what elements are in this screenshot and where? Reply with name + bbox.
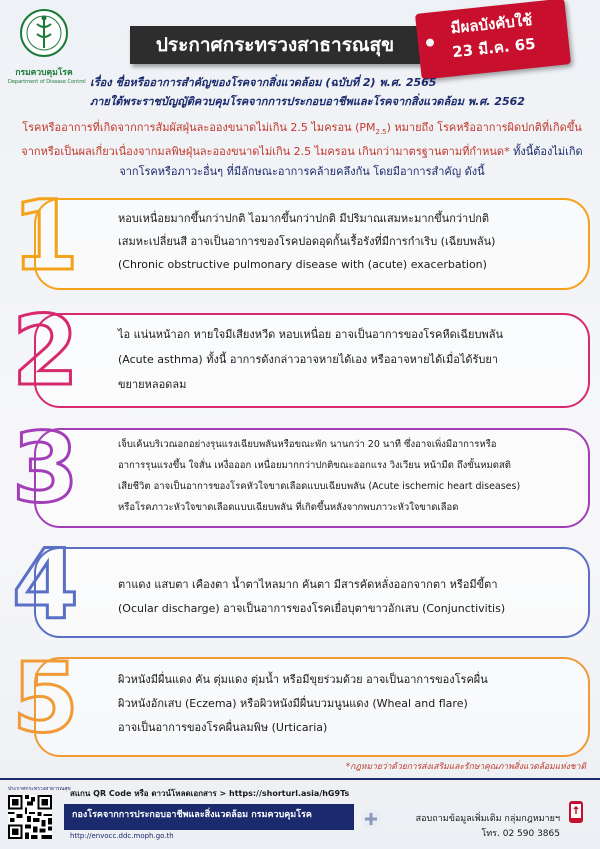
contact-info	[390, 812, 560, 842]
card-text-2	[118, 322, 578, 397]
effective-date: 23 มี.ค. 65	[451, 34, 537, 62]
card-line: ตาแดง แสบตา เคืองตา น้ำตาไหลมาก คันตา มีสารคัดหลั่งออกจากตา หรือมีขี้ตา	[118, 578, 498, 591]
card-line: อาจเป็นอาการของโรคผื่นลมพิษ (Urticaria)	[118, 721, 328, 734]
intro-text-2: ) หมายถึง โรคหรืออาการผิดปกติที่เกิดขึ้นจากหรือเป็นผลเกี่ยวเนื่องจากมลพิษฝุ่นละอองขนาดไม่เกิน 2.5 ไมครอน เกินกว่ามาตรฐานตามที่กำหนด*	[21, 121, 582, 159]
card-line: (Chronic obstructive pulmonary disease with (acute) exacerbation)	[118, 258, 487, 271]
contact-phone: โทร. 02 590 3865	[481, 829, 560, 839]
card-line: ไอ แน่นหน้าอก หายใจมีเสียงหวีด หอบเหนื่อย อาจเป็นอาการของโรคหืดเฉียบพลัน	[118, 328, 503, 341]
website-link[interactable]: http://envocc.ddc.moph.go.th	[70, 832, 174, 840]
contact-label: สอบถามข้อมูลเพิ่มเติม กลุ่มกฎหมายฯ	[415, 814, 560, 824]
card-number-4: 4	[12, 529, 79, 641]
card-number-3: 3	[12, 412, 79, 524]
intro-paragraph	[14, 118, 590, 182]
footer-divider	[0, 778, 600, 780]
page-title: ประกาศกระทรวงสาธารณสุข	[130, 26, 420, 64]
intro-subscript: 2.5	[375, 128, 387, 137]
card-line: ขยายหลอดลม	[118, 378, 187, 391]
qr-caption: ประกาศกระทรวงสาธารณสุข	[8, 786, 71, 792]
card-line: หรือโรคภาวะหัวใจขาดเลือดแบบเฉียบพลัน ที่เกิดขึ้นหลังจากพบภาวะหัวใจขาดเลือด	[118, 502, 459, 513]
intro-note: ทั้งนี้ต้องไม่เกิดจากโรคหรือภาวะอื่นๆ ที่มีลักษณะอาการคล้ายคลึงกัน โดยมีอาการสำคัญ ดังนี้	[119, 145, 583, 179]
intro-text-1: โรคหรืออาการที่เกิดจากการสัมผัสฝุ่นละอองขนาดไม่เกิน 2.5 ไมครอน (PM	[22, 121, 376, 134]
card-text-4	[118, 573, 578, 621]
card-line: เสมหะเปลี่ยนสี อาจเป็นอาการของโรคปอดอุดกั้นเรื้อรังที่มีการกำเริบ (เฉียบพลัน)	[118, 235, 496, 248]
card-line: ผิวหนังอักเสบ (Eczema) หรือผิวหนังมีผื่นบวมนูนแดง (Wheal and flare)	[118, 697, 468, 710]
card-number-1: 1	[12, 180, 79, 292]
scan-instruction: สแกน QR Code หรือ ดาวน์โหลดเอกสาร > https://shorturl.asia/hG9Ts	[70, 789, 350, 798]
qr-code-icon[interactable]	[8, 795, 52, 839]
card-line: เสียชีวิต อาจเป็นอาการของโรคหัวใจขาดเลือดแบบเฉียบพลัน (Acute ischemic heart diseases)	[118, 481, 521, 492]
card-line: (Acute asthma) ทั้งนี้ อาการดังกล่าวอาจหายได้เอง หรืออาจหายได้เมื่อได้รับยา	[118, 353, 499, 366]
card-line: (Ocular discharge) อาจเป็นอาการของโรคเยื่อบุตาขาวอักเสบ (Conjunctivitis)	[118, 602, 506, 615]
department-logo	[8, 8, 86, 85]
footnote: *กฎหมายว่าด้วยการส่งเสริมและรักษาคุณภาพสิ่งแวดล้อมแห่งชาติ	[345, 762, 586, 772]
effective-date-tag	[415, 0, 571, 80]
card-line: ผิวหนังมีผื่นแดง คัน ตุ่มแดง ตุ่มน้ำ หรือมีขุยร่วมด้วย อาจเป็นอาการของโรคผื่น	[118, 673, 488, 686]
card-text-1	[118, 207, 578, 276]
card-number-2: 2	[12, 295, 79, 407]
department-name-en: Department of Disease Control	[8, 79, 86, 85]
plus-cross-icon	[360, 808, 382, 830]
ministry-seal-icon	[19, 8, 69, 58]
card-line: อาการรุนแรงขึ้น ใจสั่น เหงื่อออก เหนื่อยมากกว่าปกติขณะออกแรง วิงเวียน หน้ามืด ถึงขั้นหมดสติ	[118, 460, 511, 471]
department-name: กรมควบคุมโรค	[15, 68, 73, 78]
card-text-3	[118, 434, 578, 518]
department-footer: กองโรคจากการประกอบอาชีพและสิ่งแวดล้อม กรมควบคุมโรค	[64, 804, 354, 830]
card-line: เจ็บเค้นบริเวณอกอย่างรุนแรงเฉียบพลันหรือขณะพัก นานกว่า 20 นาที ซึ่งอาจเพิ่งมีอาการหรือ	[118, 439, 497, 450]
act-line: ภายใต้พระราชบัญญัติควบคุมโรคจากการประกอบอาชีพและโรคจากสิ่งแวดล้อม พ.ศ. 2562	[90, 95, 525, 108]
card-line: หอบเหนื่อยมากขึ้นกว่าปกติ ไอมากขึ้นกว่าปกติ มีปริมาณเสมหะมากขึ้นกว่าปกติ	[118, 212, 489, 225]
card-number-5: 5	[12, 642, 79, 754]
phone-icon	[564, 800, 588, 824]
effective-label: มีผลบังคับใช้	[449, 10, 534, 38]
qr-block	[8, 785, 71, 843]
subject-line: เรื่อง ชื่อหรืออาการสำคัญของโรคจากสิ่งแวดล้อม (ฉบับที่ 2) พ.ศ. 2565	[90, 76, 437, 89]
card-text-5	[118, 668, 578, 740]
